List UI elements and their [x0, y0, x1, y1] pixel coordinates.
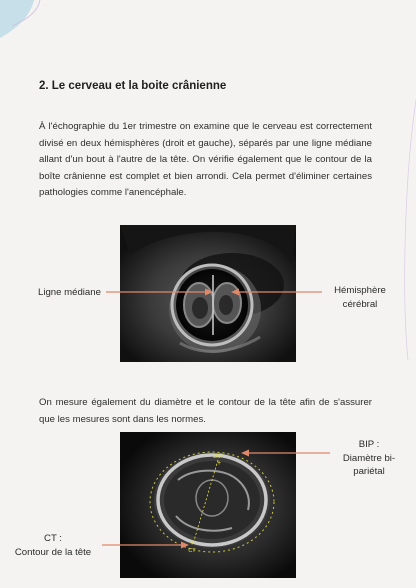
right-curve-line	[405, 100, 416, 360]
image-bip-tag: BIP	[213, 454, 223, 460]
label-ct	[4, 532, 102, 559]
label-bip	[330, 438, 408, 479]
measure-paragraph: On mesure également du diamètre et le contour de la tête afin de s'assurer que les mesures sont dans les normes.	[39, 397, 372, 425]
image-ct-tag: CT	[188, 548, 196, 554]
label-ct-line1: CT :	[44, 533, 62, 544]
label-bip-line3: pariétal	[353, 466, 385, 477]
label-hemisphere	[322, 284, 398, 311]
ct-marker-icon: +	[189, 540, 195, 547]
ultrasound-head-measurement	[120, 432, 296, 578]
label-hemisphere-line2: cérébral	[342, 298, 378, 310]
label-ligne-mediane: Ligne médiane	[38, 287, 101, 298]
label-hemisphere-line1: Hémisphère	[334, 285, 386, 296]
label-bip-line2: Diamètre bi-	[342, 452, 396, 464]
corner-blob	[0, 0, 34, 38]
ultrasound-brain-hemispheres	[120, 225, 296, 362]
label-ct-line2: Contour de la tête	[14, 546, 92, 558]
section-title: 2. Le cerveau et la boite crânienne	[39, 80, 227, 92]
label-bip-line1: BIP :	[358, 439, 380, 450]
intro-paragraph: À l'échographie du 1er trimestre on examine que le cerveau est correctement divisé en deux hémisphères (droit et gauche), séparés par une ligne médiane allant d'un bout à l'autre de la tête. On vérifie également que le contour de la boîte crânienne est complet et bien arrondi. Cela permet d'éliminer certaines pathologies comme l'anencéphale.	[39, 121, 372, 199]
bip-marker-icon: +	[216, 460, 222, 467]
